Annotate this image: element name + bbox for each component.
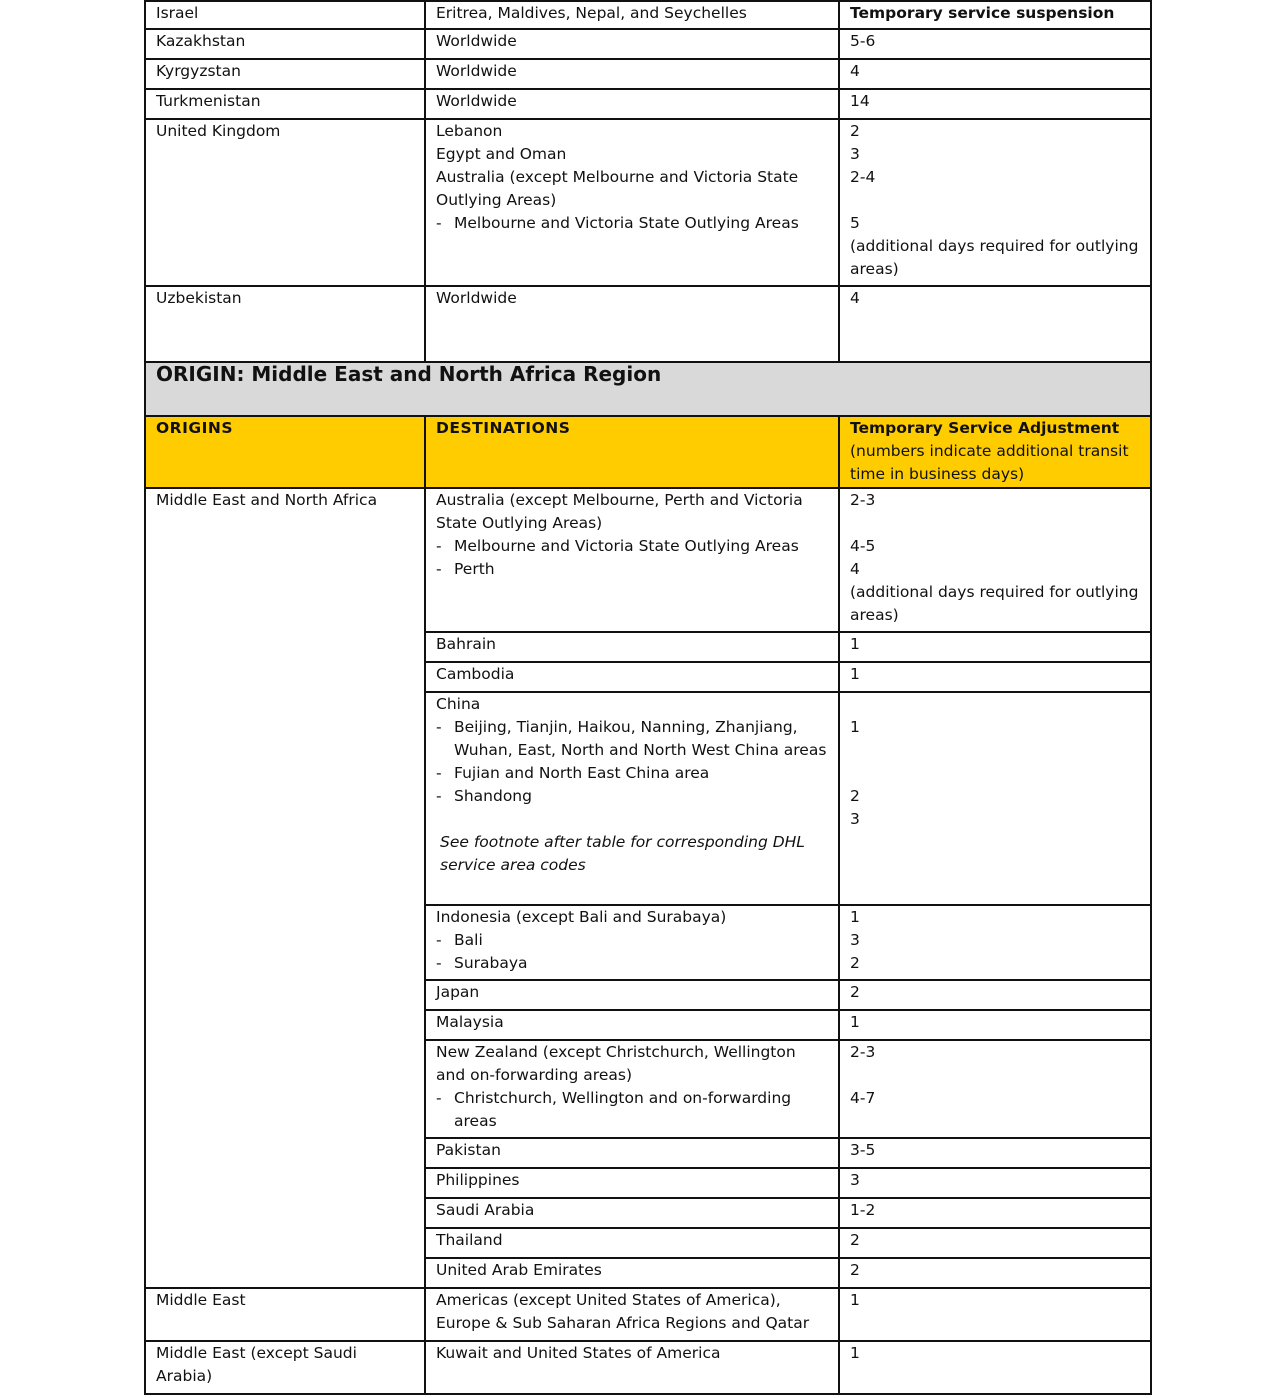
column-header-destinations: DESTINATIONS [425, 416, 839, 488]
origin-cell: Middle East [145, 1288, 425, 1341]
destination-cell: Lebanon Egypt and Oman Australia (except Melbourne and Victoria State Outlying Areas) - Melbourne and Victoria State Outlying Areas [425, 119, 839, 286]
adjustment-cell: 2-3 4-5 4 (additional days required for outlying areas) [839, 488, 1151, 632]
origin-cell: United Kingdom [145, 119, 425, 286]
column-header-adjustment: Temporary Service Adjustment (numbers indicate additional transit time in business days) [839, 416, 1151, 488]
origin-cell: Israel [145, 1, 425, 29]
adjustment-cell: 3-5 [839, 1138, 1151, 1168]
table-row [145, 286, 1151, 362]
adjustment-cell: 2 [839, 1258, 1151, 1288]
table-row [145, 1288, 1151, 1341]
section-title: ORIGIN: Middle East and North Africa Region [145, 362, 1151, 416]
destination-cell: Worldwide [425, 59, 839, 89]
adjustment-cell: 2 3 2-4 5 (additional days required for outlying areas) [839, 119, 1151, 286]
adjustment-cell: 3 [839, 1168, 1151, 1198]
adjustment-cell: 5-6 [839, 29, 1151, 59]
origin-cell: Turkmenistan [145, 89, 425, 119]
destination-cell: Pakistan [425, 1138, 839, 1168]
adjustment-cell: 2 [839, 1228, 1151, 1258]
adjustment-cell: 1 3 2 [839, 905, 1151, 980]
table-row [145, 488, 1151, 632]
column-header-origins: ORIGINS [145, 416, 425, 488]
destination-cell: Worldwide [425, 286, 839, 362]
table-row [145, 1, 1151, 29]
destination-cell: Philippines [425, 1168, 839, 1198]
adjustment-cell: 1 [839, 1288, 1151, 1341]
column-header-row [145, 416, 1151, 488]
adjustment-cell: 1-2 [839, 1198, 1151, 1228]
destination-cell: Thailand [425, 1228, 839, 1258]
destination-cell: Indonesia (except Bali and Surabaya) - Bali - Surabaya [425, 905, 839, 980]
adjustment-cell: 14 [839, 89, 1151, 119]
destination-cell: China - Beijing, Tianjin, Haikou, Nanning, Zhanjiang, Wuhan, East, North and North West China areas - Fujian and North East China area - Shandong See footnote after table for corresponding DHL service area codes [425, 692, 839, 905]
destination-cell: Australia (except Melbourne, Perth and Victoria State Outlying Areas) - Melbourne and Victoria State Outlying Areas - Perth [425, 488, 839, 632]
origin-cell: Middle East (except Saudi Arabia) [145, 1341, 425, 1394]
adjustment-cell: 1 [839, 632, 1151, 662]
destination-cell: Bahrain [425, 632, 839, 662]
origin-cell-mena: Middle East and North Africa [145, 488, 425, 1288]
adjustment-cell: 1 2 3 [839, 692, 1151, 905]
destination-cell: Worldwide [425, 89, 839, 119]
adjustment-cell: 1 [839, 1341, 1151, 1394]
destination-cell: Eritrea, Maldives, Nepal, and Seychelles [425, 1, 839, 29]
destination-cell: United Arab Emirates [425, 1258, 839, 1288]
origin-cell: Uzbekistan [145, 286, 425, 362]
origin-cell: Kazakhstan [145, 29, 425, 59]
adjustment-cell: 2 [839, 980, 1151, 1010]
adjustment-cell: 2-3 4-7 [839, 1040, 1151, 1138]
origin-cell: Kyrgyzstan [145, 59, 425, 89]
destination-cell: Kuwait and United States of America [425, 1341, 839, 1394]
destination-cell: Malaysia [425, 1010, 839, 1040]
destination-cell: Americas (except United States of America), Europe & Sub Saharan Africa Regions and Qatar [425, 1288, 839, 1341]
table-row [145, 1341, 1151, 1394]
adjustment-cell: Temporary service suspension [839, 1, 1151, 29]
transit-adjustment-table [144, 0, 1152, 1395]
destination-cell: Worldwide [425, 29, 839, 59]
adjustment-cell: 4 [839, 59, 1151, 89]
table-row [145, 119, 1151, 286]
adjustment-cell: 1 [839, 1010, 1151, 1040]
table-row [145, 89, 1151, 119]
adjustment-cell: 1 [839, 662, 1151, 692]
section-header-row [145, 362, 1151, 416]
destination-cell: Cambodia [425, 662, 839, 692]
china-footnote-note: See footnote after table for corresponding DHL service area codes [440, 833, 805, 874]
destination-cell: New Zealand (except Christchurch, Wellington and on-forwarding areas) - Christchurch, Wellington and on-forwarding areas [425, 1040, 839, 1138]
table-row [145, 59, 1151, 89]
table-row [145, 29, 1151, 59]
destination-cell: Japan [425, 980, 839, 1010]
adjustment-cell: 4 [839, 286, 1151, 362]
destination-cell: Saudi Arabia [425, 1198, 839, 1228]
